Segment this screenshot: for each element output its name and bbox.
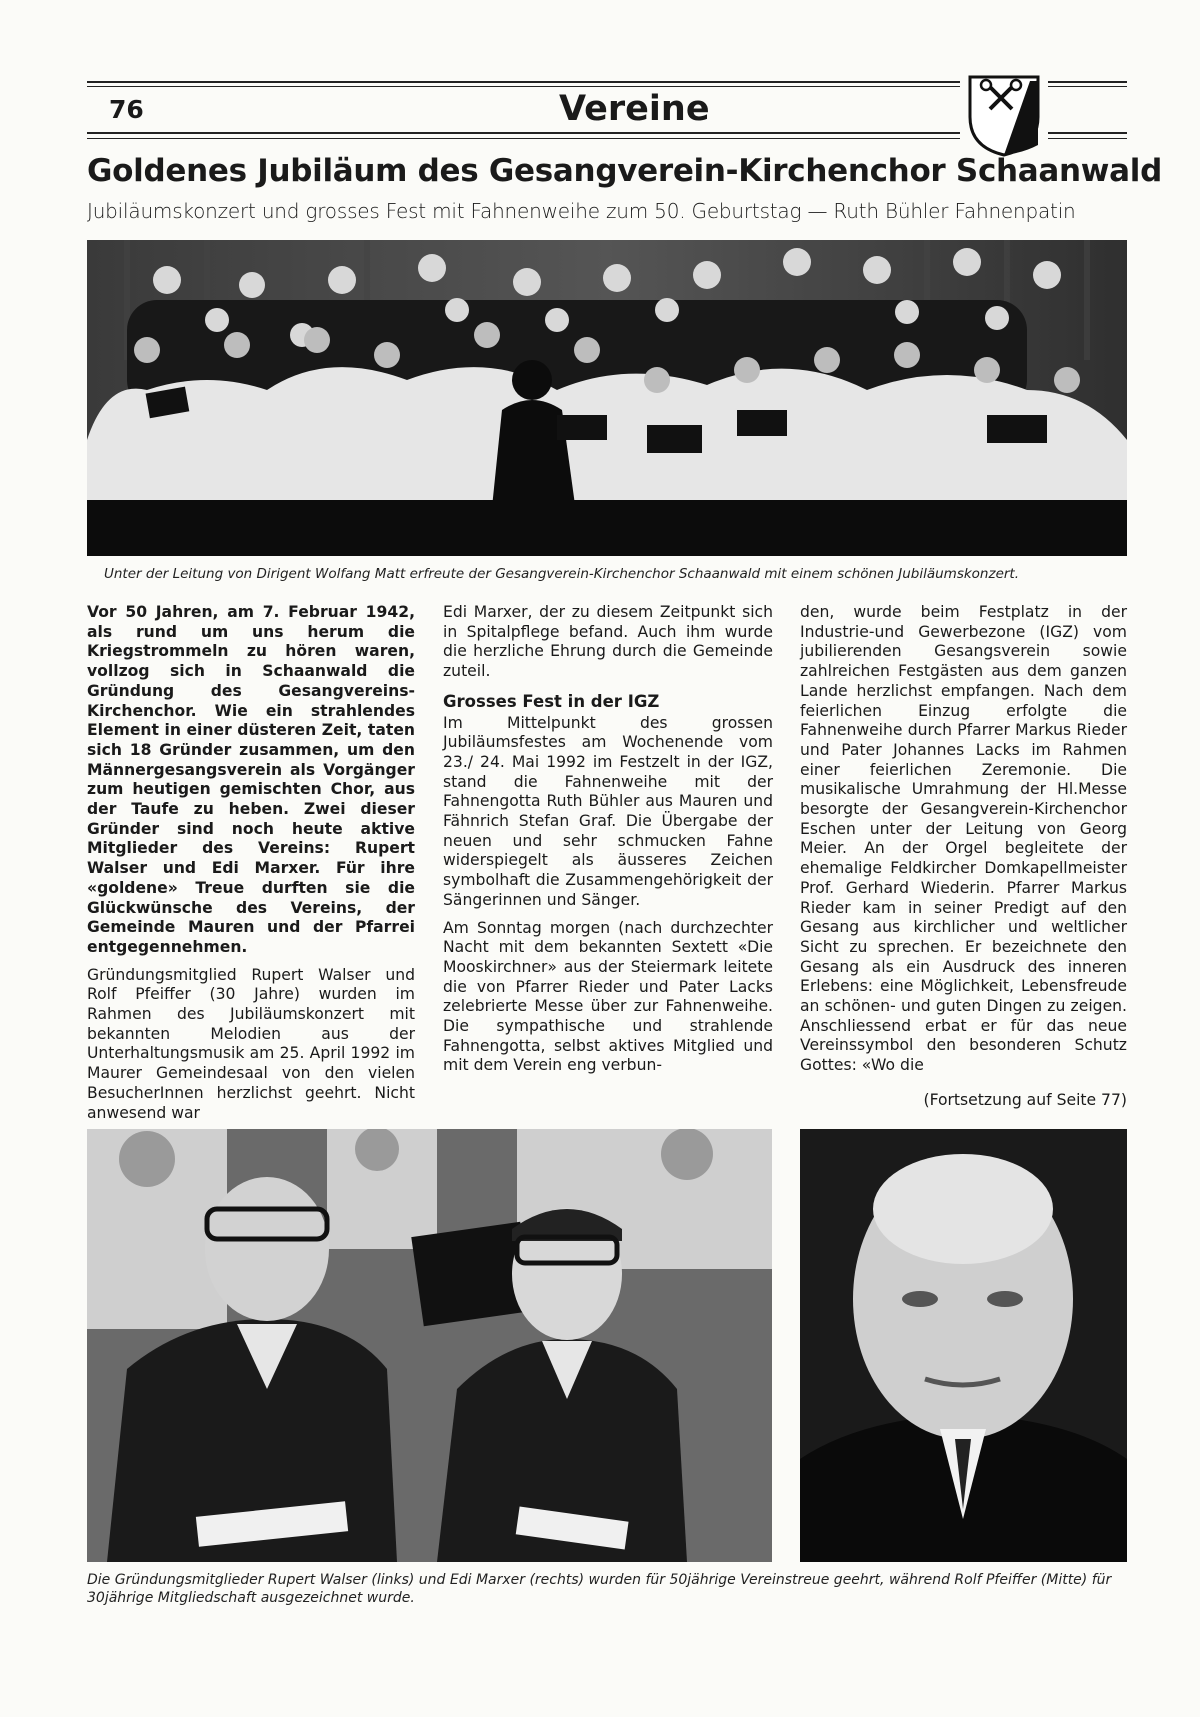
coat-of-arms-icon: [960, 75, 1048, 157]
paragraph: Edi Marxer, der zu diesem Zeitpunkt sich in Spitalpflege befand. Auch ihm wurde die herzliche Ehrung durch die Gemeinde zuteil.: [443, 603, 773, 681]
choir-photo: [87, 240, 1127, 556]
article-subtitle: Jubiläumskonzert und grosses Fest mit Fahnenweihe zum 50. Geburtstag — Ruth Bühler Fahnenpatin: [87, 199, 1076, 223]
subheading: Grosses Fest in der IGZ: [443, 691, 660, 711]
page-number: 76: [103, 95, 150, 124]
paragraph: Im Mittelpunkt des grossen Jubiläumsfestes am Wochenende vom 23./ 24. Mai 1992 im Festzelt in der IGZ, stand die Fahnenweihe mit der Fahnengotta Ruth Bühler aus Mauren und Fähnrich Stefan Graf. Die Übergabe der neuen und sehr schmucken Fahne widerspiegelt als äusseres Zeichen symbolhaft die Zusammengehörigkeit der Sängerinnen und Sänger.: [443, 713, 773, 909]
text-column-1: [87, 603, 415, 1131]
photo-caption: Die Gründungsmitglieder Rupert Walser (links) und Edi Marxer (rechts) wurden für 50jährige Vereinstreue geehrt, während Rolf Pfeiffer (Mitte) für 30jährige Mitgliedschaft ausgezeichnet wurde.: [87, 1572, 1112, 1606]
section-header: [87, 75, 1127, 145]
continuation-note: (Fortsetzung auf Seite 77): [923, 1091, 1127, 1109]
article-title: Goldenes Jubiläum des Gesangverein-Kirchenchor Schaanwald: [87, 153, 1162, 189]
text-column-3: [800, 603, 1127, 1084]
portrait-photo: [800, 1129, 1127, 1562]
section-title: Vereine: [549, 89, 720, 129]
paragraph: Am Sonntag morgen (nach durchzechter Nacht mit dem bekannten Sextett «Die Mooskirchner» aus der Steiermark leitete die von Pfarrer Rieder und Pater Lacks zelebrierte Messe über zur Fahnenweihe. Die sympathische und strahlende Fahnengotta, selbst aktives Mitglied und mit dem Verein eng verbun-: [443, 918, 773, 1075]
paragraph: den, wurde beim Festplatz in der Industrie-und Gewerbezone (IGZ) vom jubilierenden Gesangsverein sowie zahlreichen Festgästen aus dem ganzen Lande herzlichst empfangen. Nach dem feierlichen Einzug erfolgte die Fahnenweihe durch Pfarrer Markus Rieder und Pater Johannes Lacks im Rahmen einer feierlichen Zeremonie. Die musikalische Umrahmung der Hl.Messe besorgte der Gesangverein-Kirchenchor Eschen unter der Leitung von Georg Meier. An der Orgel begleitete der ehemalige Feldkircher Domkapellmeister Prof. Gerhard Wiederin. Pfarrer Markus Rieder kam in seiner Predigt auf den Gesang aus kirchlicher und weltlicher Sicht zu sprechen. Er bezeichnete den Gesang als ein Ausdruck des inneren Erlebens: eine Möglichkeit, Lebensfreude an schönen- und guten Dingen zu zeigen. Anschliessend erbat er für das neue Vereinssymbol den besonderen Schutz Gottes: «Wo die: [800, 603, 1127, 1075]
photo-caption: Unter der Leitung von Dirigent Wolfang Matt erfreute der Gesangverein-Kirchenchor Schaanwald mit einem schönen Jubiläumskonzert.: [104, 566, 1020, 582]
founders-photo: [87, 1129, 772, 1562]
lead-paragraph: Vor 50 Jahren, am 7. Februar 1942, als rund um uns herum die Kriegstrommeln zu hören waren, vollzog sich in Schaanwald die Gründung des Gesangvereins-Kirchenchor. Wie ein strahlendes Element in einer düsteren Zeit, taten sich 18 Gründer zusammen, um den Männergesangsverein als Vorgänger zum heutigen gemischten Chor, aus der Taufe zu heben. Zwei dieser Gründer sind noch heute aktive Mitglieder des Vereins: Rupert Walser und Edi Marxer. Für ihre «goldene» Treue durften sie die Glückwünsche des Vereins, der Gemeinde Mauren und der Pfarrei entgegennehmen.: [87, 603, 415, 956]
paragraph: Gründungsmitglied Rupert Walser und Rolf Pfeiffer (30 Jahre) wurden im Rahmen des Jubiläumskonzert mit bekannten Melodien aus der Unterhaltungsmusik am 25. April 1992 im Maurer Gemeindesaal von den vielen BesucherInnen herzlichst geehrt. Nicht anwesend war: [87, 965, 415, 1122]
text-column-2: [443, 603, 773, 1084]
